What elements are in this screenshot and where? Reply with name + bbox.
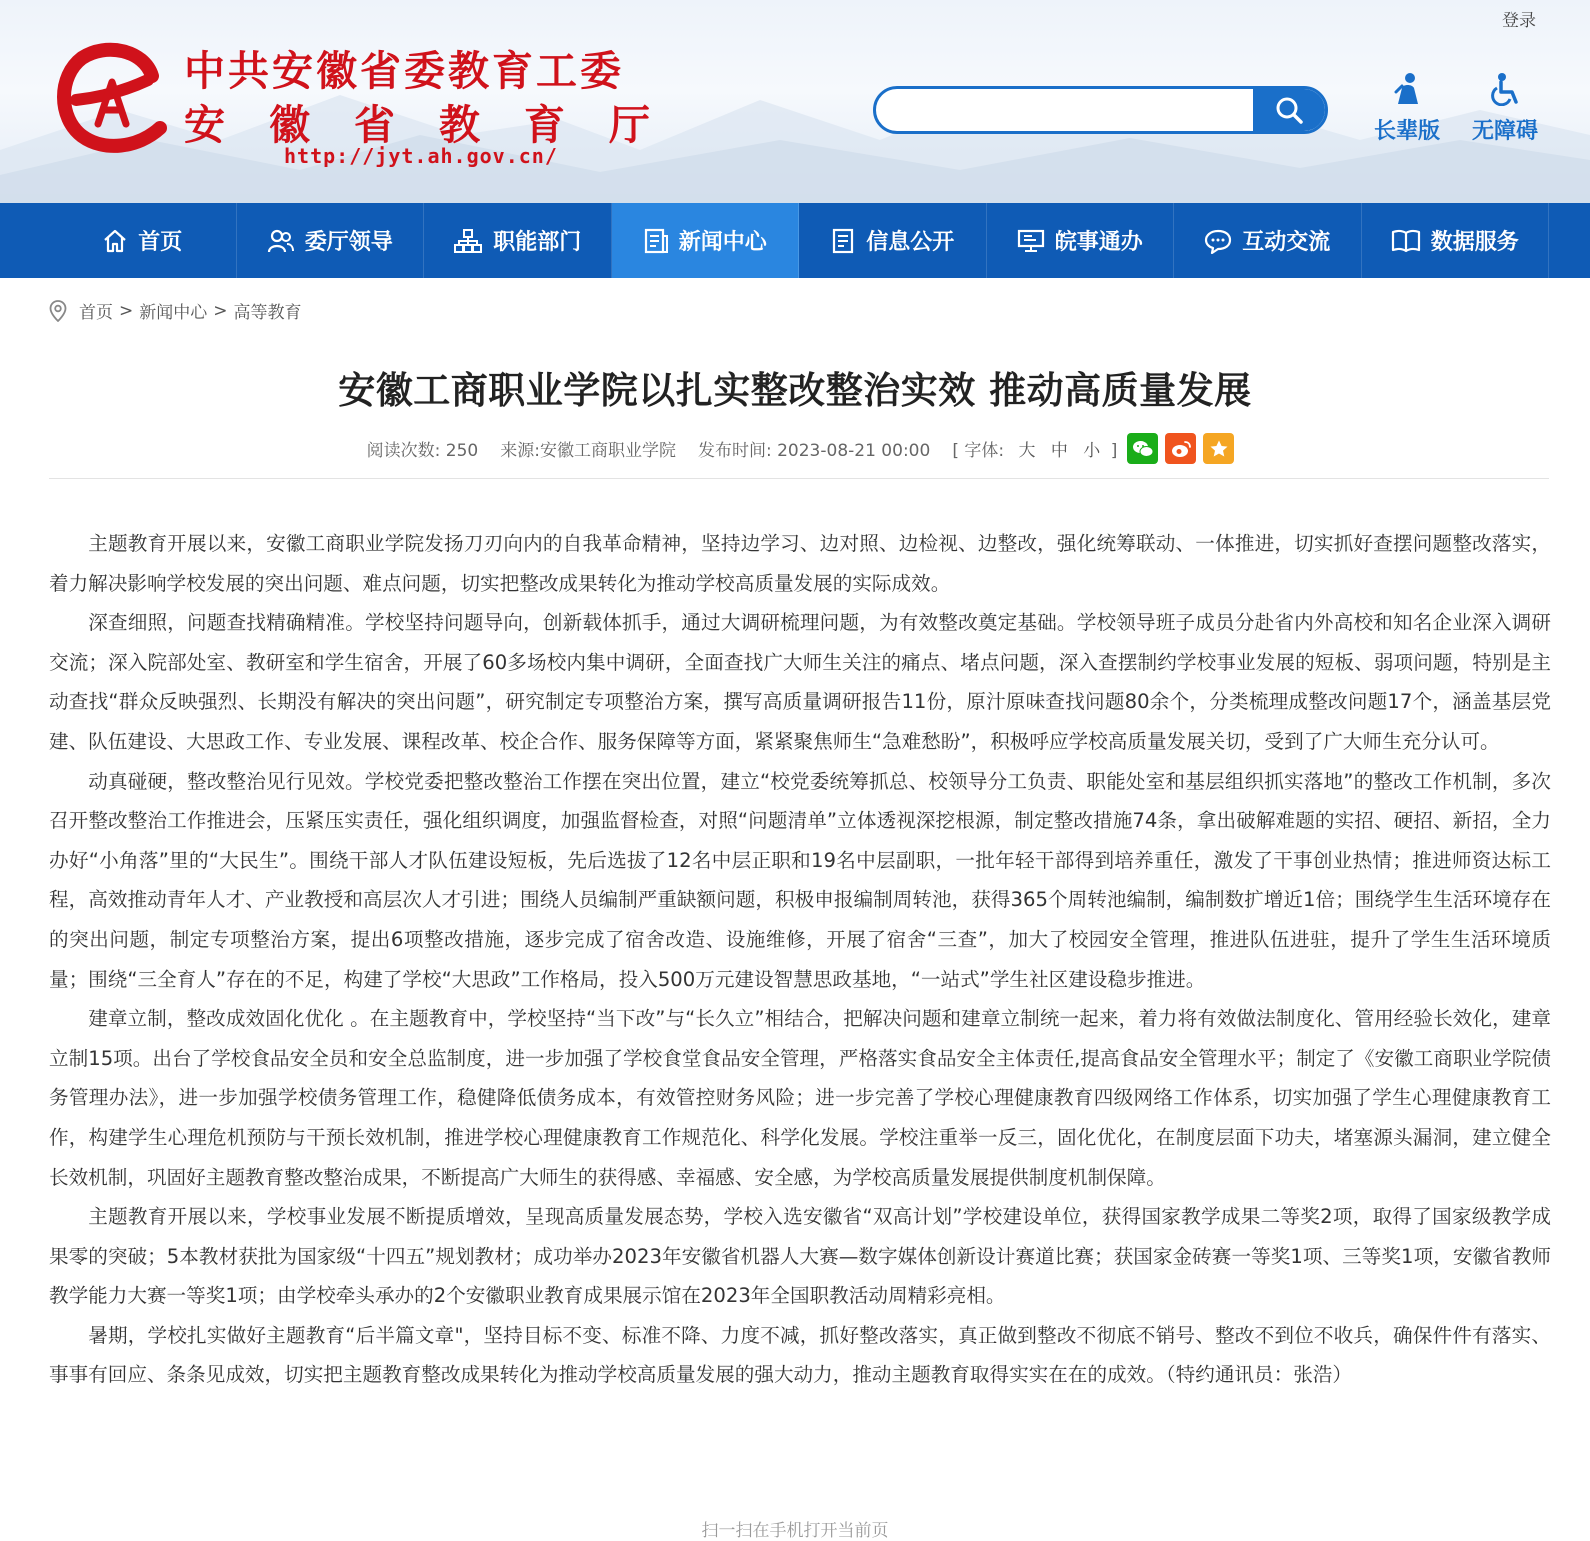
site-header [0,0,1590,203]
search-box [873,86,1328,134]
search-button[interactable] [1253,89,1325,131]
nav-label: 首页 [138,230,183,255]
people-icon [267,228,295,254]
breadcrumb-current[interactable]: 高等教育 [233,303,302,323]
font-size-close: ] [1110,441,1118,461]
article-paragraph: 深查细照，问题查找精确精准。学校坚持问题导向，创新载体抓手，通过大调研梳理问题，为有效整改奠定基础。学校领导班子成员分赴省内外高校和知名企业深入调研交流；深入院部处室、教研室和学生宿舍，开展了60多场校内集中调研，全面查找广大师生关注的痛点、堵点问题，深入查摆制约学校事业发展的短板、弱项问题，特别是主动查找“群众反映强烈、长期没有解决的突出问题”，研究制定专项整治方案，撰写高质量调研报告11份，原汁原味查找问题80余个，分类梳理成整改问题17个，涵盖基层党建、队伍建设、大思政工作、专业发展、课程改革、校企合作、服务保障等方面，紧紧聚焦师生“急难愁盼”，积极呼应学校高质量发展关切，受到了广大师生充分认可。 [49,611,1551,753]
nav-label: 互动交流 [1242,230,1331,255]
nav-label: 皖事通办 [1054,230,1143,255]
share-buttons [1127,433,1234,464]
nav-item-interaction[interactable] [1174,203,1362,278]
article-title: 安徽工商职业学院以扎实整改整治实效 推动高质量发展 [338,369,1252,412]
org-chart-icon [453,228,483,254]
search-icon [1274,95,1304,125]
nav-item-leaders[interactable] [237,203,425,278]
meta-divider [49,478,1549,479]
article-paragraph: 建章立制，整改成效固化优化 。在主题教育中，学校坚持“当下改”与“长久立”相结合，把解决问题和建章立制统一起来，着力将有效做法制度化、管用经验长效化，建章立制15项。出台了学校食品安全员和安全总监制度，进一步加强了学校食堂食品安全管理，严格落实食品安全主体责任,提高食品安全管理水平；制定了《安徽工商职业学院债务管理办法》，进一步加强学校债务管理工作，稳健降低债务成本，有效管控财务风险；进一步完善了学校心理健康教育四级网络工作体系，切实加强了学生心理健康教育工作，构建学生心理危机预防与干预长效机制，推进学校心理健康教育工作规范化、科学化发展。学校注重举一反三，固化优化，在制度层面下功夫，堵塞源头漏洞，建立健全长效机制，巩固好主题教育整改整治成果，不断提高广大师生的获得感、幸福感、安全感，为学校高质量发展提供制度机制保障。 [49,1007,1551,1189]
nav-label: 职能部门 [493,230,582,255]
nav-label: 数据服务 [1430,230,1519,255]
nav-item-services[interactable] [987,203,1175,278]
article-body [49,524,1551,1395]
nav-item-disclosure[interactable] [799,203,987,278]
nav-label: 委厅领导 [304,230,393,255]
monitor-icon [1017,228,1045,254]
share-weibo-button[interactable] [1165,433,1196,464]
qr-hint: 扫一扫在手机打开当前页 [701,1521,889,1541]
accessibility-label: 无障碍 [1471,119,1538,144]
article-paragraph: 动真碰硬，整改整治见行见效。学校党委把整改整治工作摆在突出位置，建立“校党委统筹抓总、校领导分工负责、职能处室和基层组织抓实落地”的整改工作机制，多次召开整改整治工作推进会，压紧压实责任，强化组织调度，加强监督检查，对照“问题清单”立体透视深挖根源，制定整改措施74条，拿出破解难题的实招、硬招、新招，全力办好“小角落”里的“大民生”。围绕干部人才队伍建设短板，先后选拔了12名中层正职和19名中层副职，一批年轻干部得到培养重任，激发了干事创业热情；推进师资达标工程，高效推动青年人才、产业教授和高层次人才引进；围绕人员编制严重缺额问题，积极申报编制周转池，获得365个周转池编制，编制数扩增近1倍；围绕学生生活环境存在的突出问题，制定专项整治方案，提出6项整改措施，逐步完成了宿舍改造、设施维修，开展了宿舍“三查”，加大了校园安全管理，推进队伍进驻，提升了学生生活环境质量；围绕“三全育人”存在的不足，构建了学校“大思政”工作格局，投入500万元建设智慧思政基地，“一站式”学生社区建设稳步推进。 [49,769,1551,991]
font-size-small[interactable]: 小 [1083,441,1101,461]
logo-title-line1: 中共安徽省委教育工委 [184,47,624,95]
breadcrumb-separator: > [119,300,134,321]
login-link[interactable]: 登录 [1502,11,1536,31]
star-icon [1209,439,1229,459]
breadcrumb-section[interactable]: 新闻中心 [139,303,208,323]
article-paragraph: 主题教育开展以来，学校事业发展不断提质增效，呈现高质量发展态势，学校入选安徽省“双高计划”学校建设单位，获得国家教学成果二等奖2项，取得了国家级教学成果零的突破；5本教材获批为国家级“十四五”规划教材；成功举办2023年安徽省机器人大赛—数字媒体创新设计赛道比赛；获国家金砖赛一等奖1项、三等奖1项，安徽省教师教学能力大赛一等奖1项；由学校牵头承办的2个安徽职业教育成果展示馆在2023年全国职教活动周精彩亮相。 [49,1205,1551,1308]
publish-time [698,436,930,461]
read-count-value: 250 [445,441,479,461]
read-count-label: 阅读次数: [366,441,441,461]
location-pin-icon [49,300,67,322]
nav-label: 信息公开 [866,230,955,255]
breadcrumb-separator: > [213,300,228,321]
wechat-icon [1132,439,1154,459]
article-meta [0,433,1590,464]
home-icon [102,228,128,254]
font-size-large[interactable]: 大 [1018,441,1036,461]
publish-time-value: 2023-08-21 00:00 [777,441,931,461]
nav-item-departments[interactable] [424,203,612,278]
search-input[interactable] [894,89,1244,131]
read-count [367,436,479,461]
article-source [500,436,676,461]
article-paragraph: 暑期，学校扎实做好主题教育“后半篇文章"，坚持目标不变、标准不降、力度不减，抓好整改落实，真正做到整改不彻底不销号、整改不到位不收兵，确保件件有落实、事事有回应、条条见成效，切实把主题教育整改成果转化为推动学校高质量发展的强大动力，推动主题教育取得实实在在的成效。（特约通讯员：张浩） [49,1323,1551,1387]
breadcrumb [49,298,302,323]
nav-item-news[interactable] [612,203,800,278]
font-size-label: [ 字体: [952,441,1005,461]
main-nav [0,203,1590,278]
logo-title-line2: 安徽省教育厅 [184,101,694,149]
source-value: 安徽工商职业学院 [539,441,676,461]
nav-label: 新闻中心 [678,230,767,255]
document-icon [830,228,856,254]
news-icon [643,228,669,254]
article-paragraph: 主题教育开展以来，安徽工商职业学院发扬刀刃向内的自我革命精神，坚持边学习、边对照、边检视、边整改，强化统筹联动、一体推进，切实抓好查摆问题整改落实，着力解决影响学校发展的突出问题、难点问题，切实把整改成果转化为推动学校高质量发展的实际成效。 [49,532,1551,595]
nav-item-data[interactable] [1362,203,1550,278]
source-label: 来源: [500,441,540,461]
elder-version-button[interactable] [1367,72,1447,145]
accessibility-button[interactable] [1465,72,1545,145]
font-size-control [952,436,1117,461]
weibo-icon [1170,439,1192,459]
wheelchair-icon [1488,72,1522,106]
elder-version-label: 长辈版 [1373,119,1440,144]
breadcrumb-home[interactable]: 首页 [79,303,113,323]
logo-url: http://jyt.ah.gov.cn/ [284,144,558,168]
site-logo[interactable] [52,36,692,176]
book-icon [1391,228,1421,254]
chat-icon [1204,228,1232,254]
publish-time-label: 发布时间: [697,441,772,461]
logo-e-emblem [52,36,170,154]
share-wechat-button[interactable] [1127,433,1158,464]
favorite-button[interactable] [1203,433,1234,464]
nav-item-home[interactable] [49,203,237,278]
elder-icon [1390,72,1424,106]
font-size-medium[interactable]: 中 [1050,441,1068,461]
